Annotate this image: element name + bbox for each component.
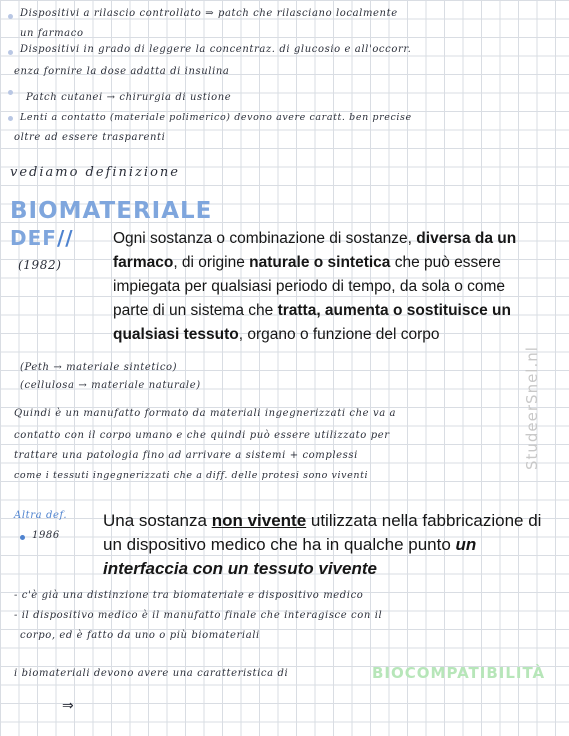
definition-label-text: DEF — [10, 226, 57, 250]
handwritten-note: come i tessuti ingegnerizzati che a diff. delle protesi sono viventi — [14, 470, 369, 481]
bullet-dot — [8, 14, 13, 19]
handwritten-note: Dispositivi in grado di leggere la concentraz. di glucosio e all'occorr. — [20, 44, 412, 55]
arrow-indicator: ⇒ — [62, 698, 74, 714]
definition-1-part: , di origine — [173, 254, 250, 271]
definition-2-bold-italic: un interfaccia con un tessuto vivente — [103, 535, 477, 578]
watermark: StudeerSnel.nl — [523, 346, 541, 470]
definition-2-underlined: non vivente — [211, 511, 307, 530]
handwritten-note: corpo, ed è fatto da uno o più biomateriali — [20, 630, 260, 641]
handwritten-note: (cellulosa → materiale naturale) — [20, 380, 201, 391]
handwritten-note: contatto con il corpo umano e che quindi può essere utilizzato per — [14, 430, 390, 441]
definition-2-part: Una sostanza — [103, 511, 212, 530]
definition-1-part: che può essere impiegata per qualsiasi periodo di tempo, da sola o come parte di un sistema che — [113, 254, 506, 319]
handwritten-note: i biomateriali devono avere una caratteristica di — [14, 668, 289, 679]
handwritten-note: - il dispositivo medico è il manufatto finale che interagisce con il — [14, 610, 383, 621]
definition-1-bold: diversa da un farmaco — [113, 230, 517, 271]
handwritten-note: (Peth → materiale sintetico) — [20, 362, 178, 373]
definition-year: (1982) — [18, 258, 62, 272]
alt-definition-label: Altra def. — [14, 510, 68, 521]
handwritten-note: un farmaco — [20, 28, 84, 39]
definition-1-text — [113, 227, 533, 347]
handwritten-note: Patch cutanei → chirurgia di ustione — [26, 92, 232, 103]
handwritten-note: trattare una patologia fino ad arrivare a sistemi + complessi — [14, 450, 358, 461]
handwritten-note: oltre ad essere trasparenti — [14, 132, 166, 143]
handwritten-note: Quindi è un manufatto formato da materiali ingegnerizzati che va a — [14, 408, 397, 419]
handwritten-note: - c'è già una distinzione tra biomateriale e dispositivo medico — [14, 590, 364, 601]
handwritten-note: enza fornire la dose adatta di insulina — [14, 66, 230, 77]
definition-2-text — [103, 509, 549, 581]
bullet-dot — [20, 535, 25, 540]
definition-1-part: Ogni sostanza o combinazione di sostanze, — [113, 230, 417, 247]
definition-label — [10, 226, 74, 250]
handwritten-note: Lenti a contatto (materiale polimerico) devono avere caratt. ben precise — [20, 112, 412, 123]
biocompatibility-label: BIOCOMPATIBILITÀ — [372, 664, 546, 682]
bullet-dot — [8, 50, 13, 55]
definition-2-part: utilizzata nella fabbricazione di un dispositivo medico che ha in qualche punto — [103, 511, 542, 554]
bullet-dot — [8, 90, 13, 95]
handwritten-subheading: vediamo definizione — [10, 165, 180, 180]
definition-slashes: // — [56, 226, 74, 250]
definition-1-part: , organo o funzione del corpo — [238, 326, 440, 343]
definition-1-bold: naturale o sintetica — [249, 254, 391, 271]
alt-definition-year: 1986 — [32, 530, 60, 541]
definition-1-bold: tratta, aumenta o sostituisce un qualsiasi tessuto — [113, 302, 511, 343]
handwritten-note: Dispositivi a rilascio controllato ⇒ patch che rilasciano localmente — [20, 8, 398, 19]
bullet-dot — [8, 116, 13, 121]
page-title: BIOMATERIALE — [10, 198, 213, 224]
